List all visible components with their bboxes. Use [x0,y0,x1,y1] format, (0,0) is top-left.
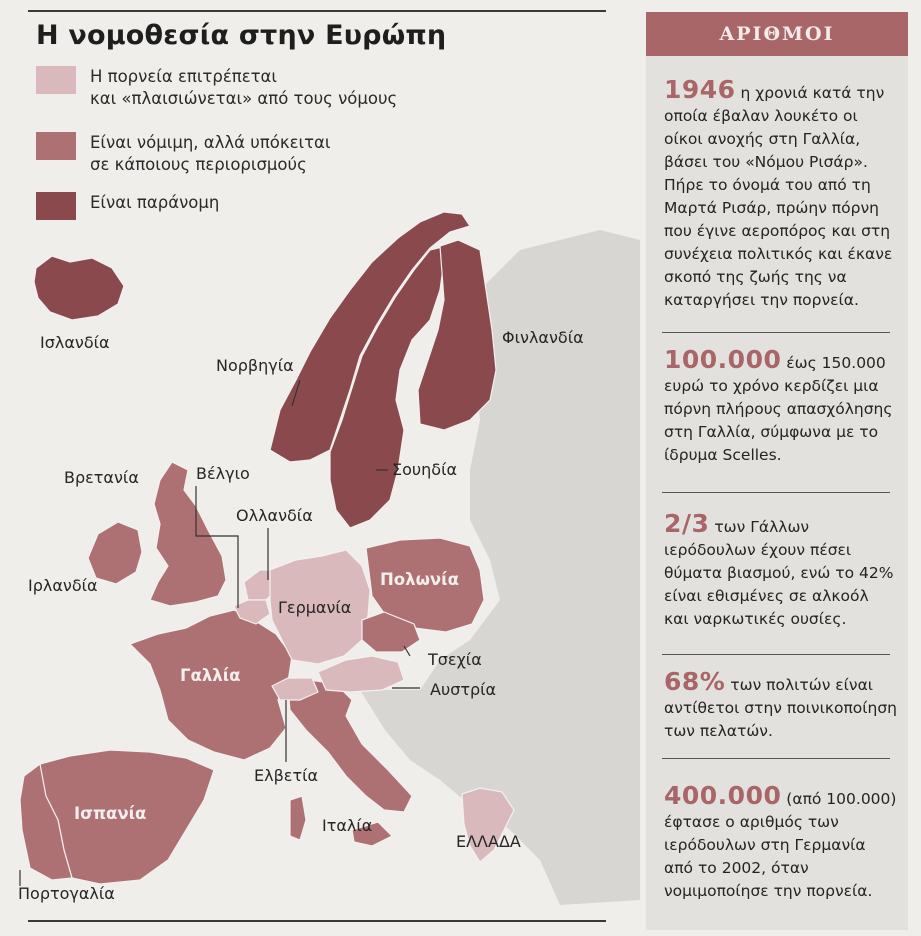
fact-1 [664,75,898,312]
label-italy: Ιταλία [322,816,373,835]
label-sweden: Σουηδία [392,460,458,479]
label-netherlands: Ολλανδία [236,506,313,525]
fact-3 [664,509,898,631]
label-austria: Αυστρία [430,680,497,699]
legend-swatch-restricted [36,132,76,160]
label-germany: Γερμανία [278,598,352,617]
fact-divider [662,332,890,333]
fact-number: 400.000 [664,781,782,810]
numbers-sidebar [646,12,908,930]
label-czech: Τσεχία [428,650,482,669]
label-iceland: Ισλανδία [40,333,110,352]
ireland-shape [88,522,142,584]
fact-text: έως 150.000 ευρώ το χρόνο κερδίζει μια πόρνη πλήρους απασχόλησης στη Γαλλία, σύμφωνα με το ίδρυμα Scelles. [664,354,893,464]
fact-number: 68% [664,667,726,696]
legend-swatch-illegal [36,192,76,220]
sidebar-header: ΑΡΙΘΜΟΙ [646,12,908,56]
legend-item-illegal [36,192,219,220]
legend-item-restricted [36,132,331,176]
fact-divider [662,492,890,493]
page-title: Η νομοθεσία στην Ευρώπη [36,20,447,51]
sardinia-shape [290,796,306,840]
fact-divider [662,654,890,655]
iceland-shape [34,256,124,320]
label-spain: Ισπανία [74,804,147,823]
france-shape [130,610,292,760]
label-ireland: Ιρλανδία [28,576,98,595]
label-finland: Φινλανδία [502,328,584,347]
label-poland: Πολωνία [380,570,459,589]
label-belgium: Βέλγιο [196,464,250,483]
fact-text: (από 100.000) έφτασε ο αριθμός των ιερόδουλων στη Γερμανία από το 2002, όταν νομιμοποίησε την πορνεία. [664,790,897,900]
legend-label: Η πορνεία επιτρέπεται και «πλαισιώνεται» από τους νόμους [90,67,398,108]
fact-divider [662,758,890,759]
britain-shape [150,462,226,606]
label-france: Γαλλία [180,666,241,685]
label-switzerland: Ελβετία [254,766,319,785]
label-norway: Νορβηγία [216,356,294,375]
legend-label: Είναι παράνομη [90,193,220,212]
fact-text: των Γάλλων ιερόδουλων έχουν πέσει θύματα βιασμού, ενώ το 42% είναι εθισμένες σε αλκοόλ και ναρκωτικές ουσίες. [664,518,894,628]
fact-4 [664,667,898,743]
label-britain: Βρετανία [64,468,139,487]
fact-5 [664,781,898,903]
legend-swatch-regulated [36,66,76,94]
austria-shape [318,656,404,692]
fact-number: 100.000 [664,345,782,374]
fact-text: των πολιτών είναι αντίθετοι στην ποινικοποίηση των πελατών. [664,676,897,740]
label-portugal: Πορτογαλία [18,884,115,903]
fact-text: η χρονιά κατά την οποία έβαλαν λουκέτο οι οίκοι ανοχής στη Γαλλία, βάσει του «Νόμου Ρισάρ». Πήρε το όνομά του από τη Μαρτά Ρισάρ, πρώην πόρνη που έγινε αεροπόρος και στη συνέχεια πολιτικός και έκανε σκοπό της ζωής της να καταργήσει την πορνεία. [664,84,893,309]
label-greece: ΕΛΛΑΔΑ [456,832,521,851]
legend-item-regulated [36,66,397,110]
fact-2 [664,345,898,467]
fact-number: 2/3 [664,509,710,538]
fact-number: 1946 [664,75,736,104]
legend-label: Είναι νόμιμη, αλλά υπόκειται σε κάποιους περιορισμούς [90,133,331,174]
